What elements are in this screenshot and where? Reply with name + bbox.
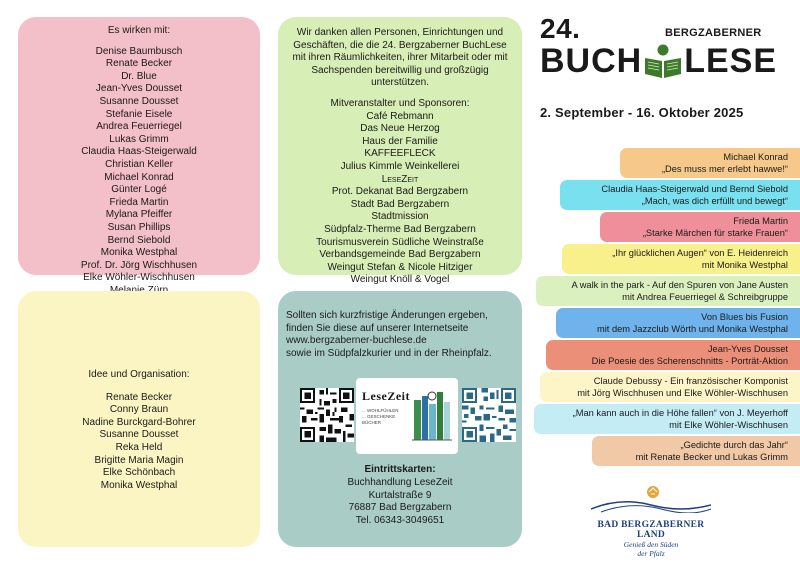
list-item: Christian Keller (105, 158, 173, 170)
event-line-1: „Man kann auch in die Höhe fallen“ von J. Meyerhoff (572, 408, 788, 418)
event-line-1: Von Blues bis Fusion (701, 312, 788, 322)
event-banner (546, 340, 800, 370)
list-item: Elke Schönbach (102, 467, 176, 479)
event-banner (592, 436, 800, 466)
list-item: Günter Logé (111, 184, 167, 196)
list-item: Brigitte Maria Magin (94, 454, 184, 466)
list-item: Monika Westphal (100, 247, 178, 259)
region-name: BAD BERGZABERNER LAND (597, 520, 705, 540)
region-logo (586, 483, 716, 558)
info-text-1: Sollten sich kurzfristige Änderungen ergeben, finden Sie diese auf unserer Internetseite (286, 310, 488, 334)
open-book-icon (643, 43, 683, 79)
list-item: LeseZeit (381, 173, 419, 185)
thanks-text: Wir danken allen Personen, Einrichtungen und Geschäften, die die 24. Bergzaberner BuchLese mit ihren Räumlichkeiten, ihrer Mitarbeit oder mit Sachspenden bereitwillig und großzügig unterstützen. (292, 27, 508, 89)
list-item: Südpfalz-Therme Bad Bergzabern (324, 223, 476, 235)
edition-number: 24. (540, 13, 581, 44)
event-line-2: mit Monika Westphal (701, 259, 788, 270)
event-line-1: Michael Konrad (723, 152, 788, 162)
list-item: Prof. Dr. Jörg Wischhusen (80, 259, 198, 271)
event-banner (562, 244, 800, 274)
list-item: Monika Westphal (100, 479, 178, 491)
list-item: Dr. Blue (121, 70, 157, 82)
list-item: Stadtmission (371, 211, 429, 223)
books-icon (412, 386, 452, 444)
list-item: Claudia Haas-Steigerwald (81, 146, 197, 158)
list-item: Susanne Dousset (99, 95, 179, 107)
tickets-line: Tel. 06343-3049651 (355, 514, 445, 526)
website-link[interactable]: www.bergzaberner-buchlese.de (286, 335, 427, 347)
event-banner (600, 212, 800, 242)
sponsors-heading: Mitveranstalter und Sponsoren: (330, 97, 470, 109)
region-tagline-2: der Pfalz (637, 549, 665, 558)
list-item: Renate Becker (105, 391, 173, 403)
list-item: Weingut Knöll & Vogel (350, 274, 450, 286)
list-item: Café Rebmann (366, 110, 434, 122)
qr-code-right[interactable] (462, 388, 516, 442)
list-item: Jean-Yves Dousset (95, 83, 183, 95)
event-line-2: mit Jörg Wischhusen und Elke Wöhler-Wischhusen (577, 387, 788, 398)
event-dates: 2. September - 16. Oktober 2025 (540, 105, 744, 120)
sponsors-list (288, 111, 512, 287)
list-item: Haus der Familie (362, 135, 438, 147)
event-line-1: „Ihr glücklichen Augen“ von E. Heidenreich (612, 248, 788, 258)
list-item: Denise Baumbusch (95, 45, 183, 57)
event-line-2: „Des muss mer erlebt hawwe!“ (661, 163, 788, 174)
event-line-1: „Gedichte durch das Jahr“ (680, 440, 788, 450)
list-item: Verbandsgemeinde Bad Bergzabern (319, 249, 481, 261)
info-text (286, 310, 514, 360)
event-line-2: Die Poesie des Scherenschnitts - Porträt-Aktion (591, 355, 788, 366)
event-banner (534, 404, 800, 434)
contributors-card (18, 17, 260, 284)
page-title (540, 43, 777, 79)
list-item: Elke Wöhler-Wischhusen (83, 272, 195, 284)
tickets-label: Eintrittskarten: (364, 464, 436, 476)
tickets-line: Kurtalstraße 9 (368, 489, 432, 501)
event-banner (560, 180, 800, 210)
organisation-list (18, 392, 260, 493)
event-line-1: Jean-Yves Dousset (707, 344, 788, 354)
list-item: Stadt Bad Bergzabern (350, 198, 450, 210)
lesezeit-logo (356, 378, 458, 454)
title-buch: BUCH (540, 42, 643, 80)
list-item: Tourismusverein Südliche Weinstraße (316, 236, 484, 248)
event-line-1: A walk in the park - Auf den Spuren von Jane Austen (571, 280, 788, 290)
organisation-card (18, 291, 260, 547)
list-item: Bernd Siebold (107, 234, 171, 246)
list-item: Das Neue Herzog (360, 123, 440, 135)
list-item: Prot. Dekanat Bad Bergzabern (331, 186, 469, 198)
title-lese: LESE (684, 42, 778, 80)
list-item: Conny Braun (109, 404, 169, 416)
event-banner (540, 372, 800, 402)
event-line-1: Claude Debussy - Ein französischer Komponist (593, 376, 788, 386)
contributors-list (18, 46, 260, 298)
list-item: Lukas Grimm (109, 133, 169, 145)
list-item: Michael Konrad (104, 171, 174, 183)
lesezeit-logo-title: LeseZeit (362, 389, 410, 404)
tickets-line: 76887 Bad Bergzabern (348, 502, 452, 514)
tickets-info (286, 464, 514, 527)
list-item: Andrea Feuerriegel (96, 121, 182, 133)
organisation-heading: Idee und Organisation: (88, 369, 190, 380)
vineyard-hills-icon (591, 483, 711, 513)
sponsors-card (278, 17, 522, 286)
event-line-2: mit Renate Becker und Lukas Grimm (635, 451, 788, 462)
event-line-1: Frieda Martin (733, 216, 788, 226)
info-text-2: sowie im Südpfalzkurier und in der Rheinpfalz. (286, 347, 492, 359)
tickets-line: Buchhandlung LeseZeit (347, 476, 453, 488)
event-line-2: „Starke Märchen für starke Frauen“ (642, 227, 788, 238)
lesezeit-logo-subtitle: ... WOHLFÜHLEN ... GESCHENKE BÜCHER (362, 408, 399, 426)
list-item: Julius Kimmle Weinkellerei (340, 160, 460, 172)
list-item: Susan Phillips (107, 221, 171, 233)
event-line-2: mit Andrea Feuerriegel & Schreibgruppe (622, 291, 788, 302)
contributors-heading: Es wirken mit: (107, 25, 171, 36)
title-bergzaberner: BERGZABERNER (665, 27, 762, 39)
event-line-2: mit dem Jazzclub Wörth und Monika Westphal (596, 323, 788, 334)
qr-row (286, 378, 514, 456)
info-card (278, 291, 522, 547)
event-line-2: „Mach, was dich erfüllt und bewegt“ (641, 195, 788, 206)
list-item: Mylana Pfeiffer (105, 209, 173, 221)
event-banner (620, 148, 800, 178)
list-item: Susanne Dousset (99, 429, 179, 441)
event-line-2: mit Elke Wöhler-Wischhusen (669, 419, 788, 430)
event-banner (536, 276, 800, 306)
list-item: Weingut Stefan & Nicole Hitziger (327, 261, 473, 273)
event-line-1: Claudia Haas-Steigerwald und Bernd Siebold (601, 184, 788, 194)
region-tagline-1: Genieß den Süden (623, 540, 679, 549)
qr-code-left[interactable] (300, 388, 354, 442)
list-item: Frieda Martin (109, 196, 169, 208)
list-item: Nadine Burckgard-Bohrer (82, 416, 196, 428)
list-item: Stefanie Eisele (105, 108, 173, 120)
list-item: Renate Becker (105, 58, 173, 70)
list-item: KAFFEEFLECK (364, 148, 436, 160)
list-item: Reka Held (115, 441, 163, 453)
event-banner (556, 308, 800, 338)
